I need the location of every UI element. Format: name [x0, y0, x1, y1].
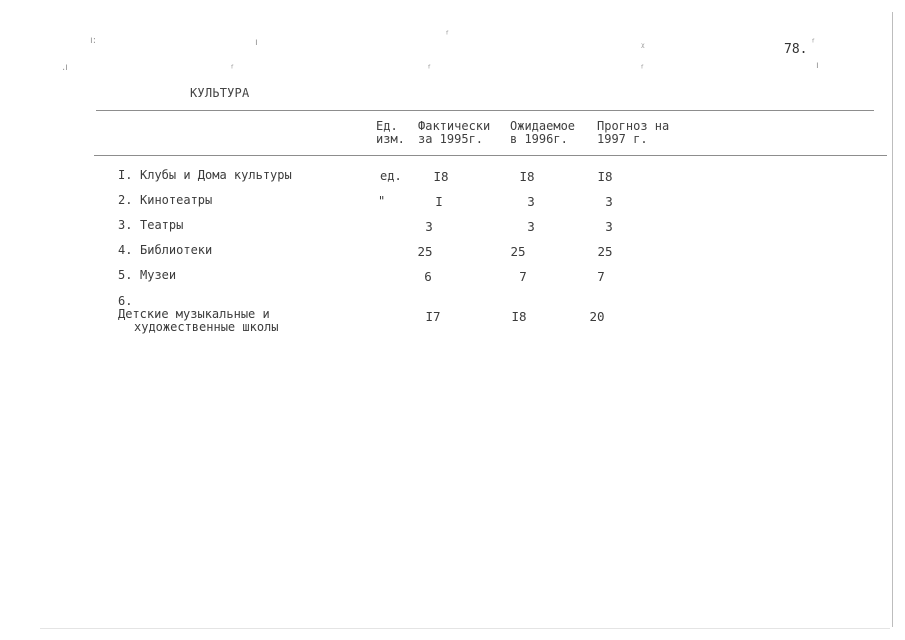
table-cell-fact: 6	[424, 269, 432, 284]
scan-mark: ı:	[90, 35, 97, 46]
column-header-forecast-1997: Прогноз на 1997 г.	[597, 119, 670, 146]
table-cell-unit: "	[378, 194, 386, 208]
table-cell-expected: 25	[510, 244, 526, 259]
table-cell-expected: I8	[519, 169, 535, 184]
scan-mark: ᶠ	[812, 38, 815, 49]
scan-mark: ᶠ	[231, 64, 234, 75]
scan-mark: ᶠ	[446, 30, 449, 41]
table-cell-forecast: I8	[597, 169, 613, 184]
table-cell-forecast: 3	[605, 194, 613, 209]
table-row-label: 2. Кинотеатры	[118, 193, 213, 207]
scan-mark: ı	[816, 60, 819, 71]
column-header-fact-1995: Фактически за 1995г.	[418, 119, 491, 146]
table-cell-expected: I8	[511, 309, 527, 324]
table-cell-expected: 3	[527, 219, 535, 234]
table-cell-unit: ед.	[380, 169, 402, 183]
table-cell-expected: 3	[527, 194, 535, 209]
page-edge-bottom	[40, 628, 890, 629]
table-row-label: 6. Детские музыкальные и художественные школы	[118, 294, 279, 334]
table-row-label: 4. Библиотеки	[118, 243, 213, 257]
table-cell-forecast: 7	[597, 269, 605, 284]
column-header-expected-1996: Ожидаемое в 1996г.	[510, 119, 576, 146]
table-cell-fact: 25	[417, 244, 433, 259]
scan-mark: ı	[255, 37, 258, 48]
scan-mark: ᵡ	[641, 42, 645, 53]
table-cell-fact: I8	[433, 169, 449, 184]
page-number: 78.	[784, 42, 808, 57]
section-title: КУЛЬТУРА	[190, 86, 250, 100]
scan-mark: .ı	[62, 62, 68, 73]
table-row-label: 5. Музеи	[118, 268, 177, 282]
column-header-unit: Ед. изм.	[376, 119, 405, 146]
table-cell-fact: I	[435, 194, 443, 209]
table-cell-forecast: 25	[597, 244, 613, 259]
table-cell-fact: I7	[425, 309, 441, 324]
table-cell-fact: 3	[425, 219, 433, 234]
table-cell-expected: 7	[519, 269, 527, 284]
table-cell-forecast: 3	[605, 219, 613, 234]
table-cell-forecast: 20	[589, 309, 605, 324]
table-row-label: I. Клубы и Дома культуры	[118, 168, 292, 182]
page-edge-right	[892, 12, 893, 627]
table-header-rule	[94, 155, 887, 156]
table-top-rule	[96, 110, 874, 111]
scan-mark: ᶠ	[641, 64, 644, 75]
scan-mark: ᶠ	[428, 64, 431, 75]
table-row-label: 3. Театры	[118, 218, 184, 232]
